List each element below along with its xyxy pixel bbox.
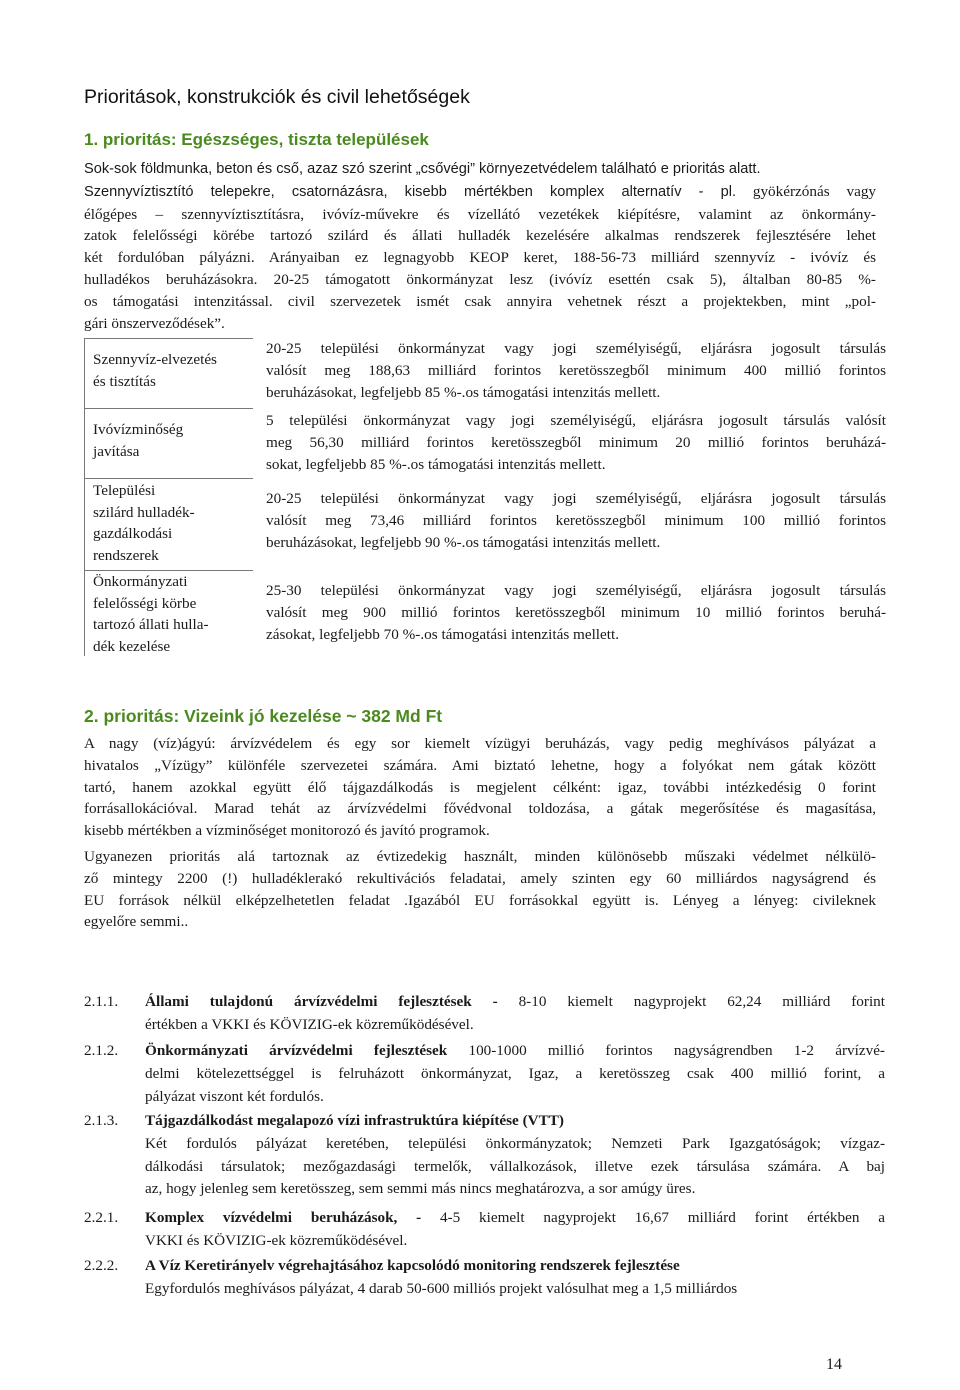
subitem-2-2-1 xyxy=(84,1207,884,1253)
subitem-body: Komplex vízvédelmi beruházások, - 4-5 kiemelt nagyprojekt 16,67 milliárd forint értékben a VKKI és KÖVIZIG-ek közreműködésével. xyxy=(145,1209,885,1249)
table-category-column xyxy=(84,338,253,656)
intro-line-3: élőgépes – szennyvíztisztításra, ivóvíz-művekre és vízellátó vezetékek kiépítésre, valamint az önkormány- xyxy=(84,205,876,223)
priority-1-heading: 1. prioritás: Egészséges, tiszta települések xyxy=(84,130,429,149)
table-category-cell: Szennyvíz-elvezetés és tisztítás xyxy=(85,338,253,408)
subitem-number: 2.1.2. xyxy=(84,1042,119,1059)
subitem-2-1-3 xyxy=(84,1110,884,1202)
priority-2-paragraph-1: A nagy (víz)ágyú: árvízvédelem és egy sor kiemelt vízügyi beruházás, vagy pedig meghívásos pályázat a hivatalos „Vízügy” különféle szervezetei számára. Ami biztató lehetne, hogy a folyókat nem gátak között tartó, hanem azokkal együtt élő tájgazdálkodás is megjelent célként: igaz, további intézkedésig 0 forint forrásallokációval. Marad tehát az árvízvédelmi fővédvonal toldozása, a gátak megerősítése és magasítása, kisebb mértékben a vízminőséget monitorozó és javító programok. xyxy=(84,735,876,840)
subitem-body: A Víz Keretirányelv végrehajtásához kapcsolódó monitoring rendszerek fejlesztése Egyfordulós meghívásos pályázat, 4 darab 50-600 milliós projekt valósulhat meg a 1,5 milliárdos xyxy=(145,1257,738,1297)
page-title: Prioritások, konstrukciók és civil lehetőségek xyxy=(84,86,470,108)
subitem-body: Tájgazdálkodást megalapozó vízi infrastruktúra kiépítése (VTT) Két fordulós pályázat keretében, települési önkormányzatok; Nemzeti Park Igazgatóságok; vízgaz- dálkodási társulatok; mezőgazdasági termelők, vállalkozások, illetve ezek társulása számára. A baj az, hogy jelenleg sem keretösszeg, sem semmi más nincs meghatározva, a sor amúgy üres. xyxy=(145,1112,885,1198)
priority-2-heading: 2. prioritás: Vizeink jó kezelése ~ 382 Md Ft xyxy=(84,706,443,726)
subitem-body: Állami tulajdonú árvízvédelmi fejlesztések - 8-10 kiemelt nagyprojekt 62,24 milliárd forint értékben a VKKI és KÖVIZIG-ek közreműködésével. xyxy=(145,993,885,1033)
subitem-number: 2.2.1. xyxy=(84,1209,119,1226)
table-description-cell: 25-30 települési önkormányzat vagy jogi személyiségű, eljárásra jogosult társulás valósít meg 900 millió forintos keretösszegből minimum 10 millió forintos beruhá- zásokat, legfeljebb 70 %-.os támogatási intenzitás mellett. xyxy=(266,582,886,643)
table-category-cell: Önkormányzati felelősségi körbe tartozó állati hulla- dék kezelése xyxy=(85,570,253,656)
subitem-number: 2.1.3. xyxy=(84,1112,119,1129)
table-description-cell: 5 települési önkormányzat vagy jogi személyiségű, eljárásra jogosult társulás valósít meg 56,30 milliárd forintos keretösszegből minimum 20 millió forintos beruházá- sokat, legfeljebb 85 %-.os támogatási intenzitás mellett. xyxy=(266,412,886,473)
intro-line-8: gári önszerveződések”. xyxy=(84,314,225,332)
subitem-2-1-2 xyxy=(84,1040,884,1110)
intro-line-5: két fordulóban pályázni. Arányaiban ez legnagyobb KEOP keret, 188-56-73 milliárd szennyvíz - ivóvíz és xyxy=(84,249,876,267)
table-category-cell: Ivóvízminőség javítása xyxy=(85,408,253,478)
table-category-cell: Települési szilárd hulladék- gazdálkodási rendszerek xyxy=(85,478,253,570)
intro-line-1: Sok-sok földmunka, beton és cső, azaz szó szerint „csővégi” környezetvédelem található e prioritás alatt. xyxy=(84,161,761,177)
subitem-2-2-2 xyxy=(84,1255,884,1301)
construction-table xyxy=(84,338,886,656)
intro-line-7: os támogatási intenzitással. civil szervezetek ismét csak annyira vehetnek részt a projektekben, mint „pol- xyxy=(84,292,876,310)
page-number: 14 xyxy=(826,1356,842,1373)
table-description-cell: 20-25 települési önkormányzat vagy jogi személyiségű, eljárásra jogosult társulás valósít meg 188,63 milliárd forintos keretösszegből minimum 400 millió forintos beruházásokat, legfeljebb 85 %-.os támogatási intenzitás mellett. xyxy=(266,340,886,401)
subitem-2-1-1 xyxy=(84,991,884,1037)
priority-2-paragraph-2: Ugyanezen prioritás alá tartoznak az évtizedekig használt, minden különösebb műszaki védelmet nélkülö- ző mintegy 2200 (!) hulladéklerakó rekultivációs feladatai, amely szinten egy 60 milliárdos nagyságrend és EU források nélkül elképzelhetetlen feladat .Igazából EU forrásokkal együtt is. Lényeg a lényeg: civileknek egyelőre semmi.. xyxy=(84,848,876,931)
subitem-body: Önkormányzati árvízvédelmi fejlesztések 100-1000 millió forintos nagyságrendben 1-2 árvízvé- delmi kötelezettséggel is felruházott önkormányzat, Igaz, a keretösszeg csak 400 millió forint, a pályázat viszont két fordulós. xyxy=(145,1042,885,1105)
priority-1-intro xyxy=(84,159,876,334)
intro-line-6: hulladékos beruházásokra. 20-25 támogatott önkormányzat lesz (ivóvíz esettén csak 5), általban 80-85 %- xyxy=(84,270,876,288)
table-description-cell: 20-25 települési önkormányzat vagy jogi személyiségű, eljárásra jogosult társulás valósít meg 73,46 milliárd forintos keretösszegből minimum 100 millió forintos beruházásokat, legfeljebb 90 %-.os támogatási intenzitás mellett. xyxy=(266,490,886,551)
intro-line-2: Szennyvíztisztító telepekre, csatornázásra, kisebb mértékben komplex alternatív - pl. gyökérzónás vagy xyxy=(84,182,877,200)
intro-line-4: zatok felelősségi körébe tartozó szilárd és állati hulladék kezelésére alkalmas rendszerek fejlesztésére lehet xyxy=(84,227,876,245)
subitem-number: 2.2.2. xyxy=(84,1257,119,1274)
subitem-number: 2.1.1. xyxy=(84,993,119,1010)
